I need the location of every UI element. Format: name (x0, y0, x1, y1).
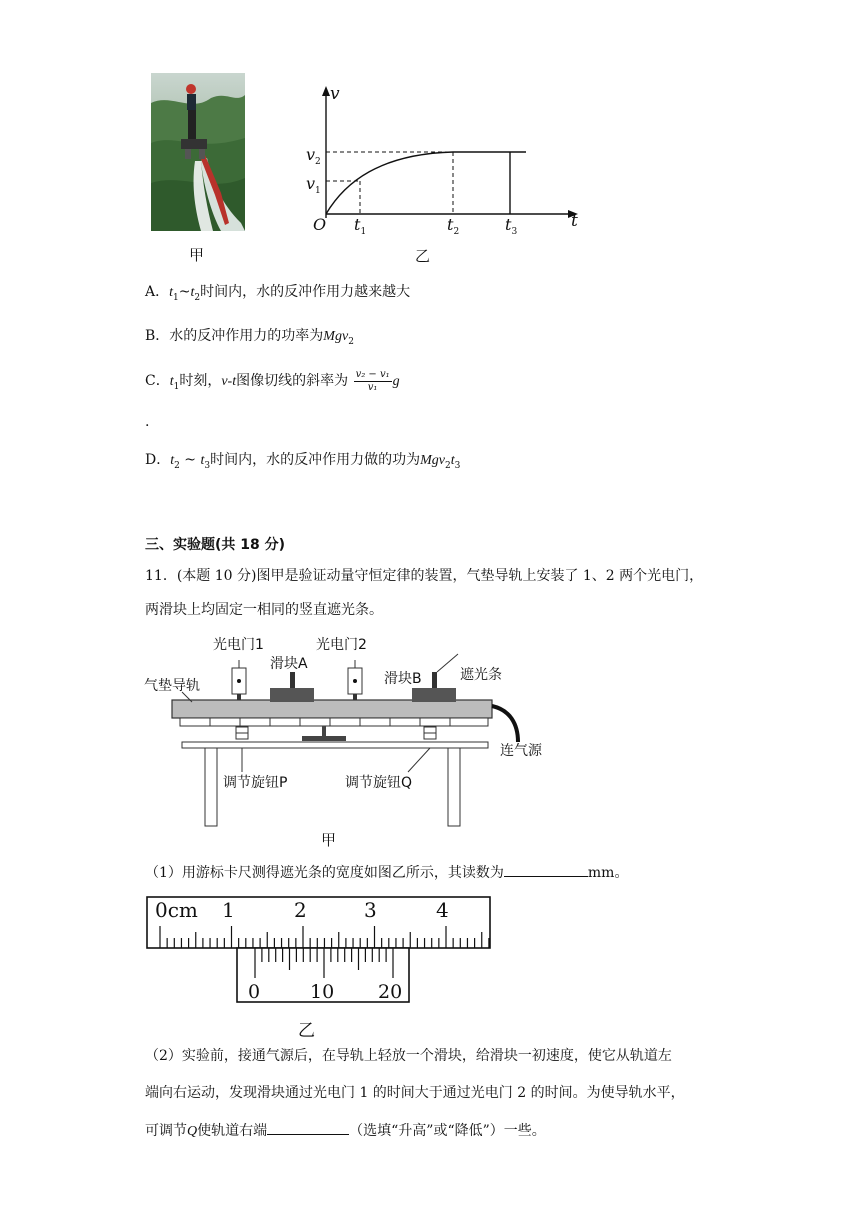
main-label-3: 3 (364, 898, 377, 922)
q11-line1: 11．(本题 10 分)图甲是验证动量守恒定律的装置，气垫导轨上安装了 1、2 两个光电门， (145, 568, 704, 584)
option-d: D．$t_2$ ~ $t_3$时间内，水的反冲作用力做的功为$Mgv_2t_3$ (145, 452, 461, 471)
photo-caption: 甲 (189, 246, 205, 264)
origin-label: O (313, 215, 327, 234)
apparatus-caption: 甲 (321, 831, 337, 849)
slope-fraction: $\frac{\text{v₂ − v₁}}{\text{v₁}}$ (355, 368, 390, 393)
q1-text: （1）用游标卡尺测得遮光条的宽度如图乙所示，其读数为 mm。 (145, 862, 628, 883)
option-c: C．$t_1$时刻，v-t图像切线的斜率为 $\frac{\text{v₂ − v₁}}{\text{v₁}}$ g (145, 368, 400, 393)
q11-line2: 两滑块上均固定一相同的竖直遮光条。 (145, 602, 383, 618)
option-b: B．水的反冲作用力的功率为Mgv$_2$ (145, 328, 354, 347)
vernier-label-10: 10 (310, 981, 335, 1003)
main-label-2: 2 (294, 898, 307, 922)
caliper-caption: 乙 (298, 1021, 315, 1041)
main-label-0: 0cm (155, 898, 198, 922)
slider-a-label: 滑块A (270, 656, 308, 672)
stray-dot: . (145, 414, 150, 430)
table-top (182, 742, 488, 748)
vernier-label-0: 0 (248, 981, 261, 1003)
vt-graph (300, 84, 590, 240)
t2-label: $t_2$ (447, 215, 460, 238)
main-label-4: 4 (436, 898, 449, 922)
q2-line2: 端向右运动，发现滑块通过光电门 1 的时间大于通过光电门 2 的时间。为使导轨水平， (145, 1085, 685, 1101)
t3-label: $t_3$ (505, 215, 518, 238)
velocity-curve (326, 152, 453, 214)
air-hose (492, 706, 518, 742)
air-track-diagram (140, 632, 580, 832)
shade-label: 遮光条 (460, 667, 502, 683)
answer-blank-2[interactable] (267, 1120, 349, 1135)
air-source-label: 连气源 (500, 743, 542, 759)
t1-label: $t_1$ (354, 215, 367, 238)
slider-b (412, 688, 456, 702)
gate2-label: 光电门2 (316, 637, 367, 653)
knob-p-label: 调节旋钮P (223, 775, 288, 791)
slider-b-label: 滑块B (384, 671, 422, 687)
air-rail (172, 700, 492, 718)
gate1-label: 光电门1 (213, 637, 264, 653)
answer-blank-1[interactable] (504, 862, 588, 877)
graph-caption: 乙 (415, 247, 431, 265)
jetpack-photo (151, 73, 245, 231)
x-axis-label: t (571, 211, 578, 231)
section-title: 三、实验题(共 18 分) (145, 537, 286, 553)
q2-line1: （2）实验前，接通气源后，在导轨上轻放一个滑块，给滑块一初速度，使它从轨道左 (145, 1048, 672, 1064)
knob-q-label: 调节旋钮Q (345, 775, 413, 791)
rail-label: 气垫导轨 (144, 678, 200, 694)
v2-label: $v_2$ (306, 145, 321, 168)
main-label-1: 1 (222, 898, 235, 922)
q2-line3: 可调节Q使轨道右端 （选填“升高”或“降低”）一些。 (145, 1120, 546, 1142)
option-a: A．$t_1\sim t_2$时间内，水的反冲作用力越来越大 (145, 284, 411, 303)
v1-label: $v_1$ (306, 174, 321, 197)
slider-a (270, 688, 314, 702)
vernier-label-20: 20 (378, 981, 403, 1003)
y-axis-label: v (330, 84, 340, 104)
